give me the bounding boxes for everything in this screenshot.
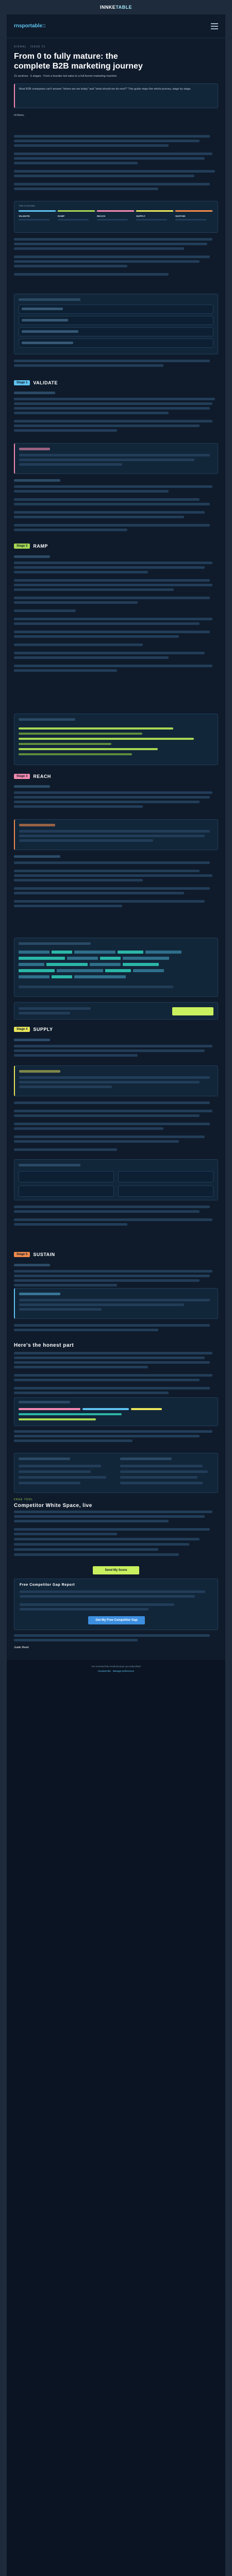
stage-reach: REACH [97, 215, 106, 217]
stage-validate: VALIDATE [19, 215, 30, 217]
section-supply-head [14, 1027, 218, 1032]
honest-chart [14, 1397, 218, 1426]
supply-text-3 [14, 1206, 218, 1247]
validate-text-2 [14, 479, 218, 536]
steps-card [14, 294, 218, 354]
ramp-tag: Stage 2 [14, 544, 30, 549]
honest-title: Here's the honest part [14, 1343, 74, 1348]
header [7, 14, 225, 38]
competitor-eyebrow: FREE TOOL [14, 1498, 34, 1501]
reach-cta-button[interactable] [172, 1007, 213, 1015]
stage-supply: SUPPLY [136, 215, 145, 217]
reach-text-2 [14, 855, 218, 943]
stage-ramp: RAMP [58, 215, 65, 217]
section-validate-head [14, 380, 218, 385]
hero-title: From 0 to fully mature: the complete B2B marketing journey [14, 52, 143, 71]
reach-tag: Stage 3 [14, 774, 30, 779]
ramp-chart [14, 714, 218, 765]
hero-meta: 21 sections · 5 stages · From a founder-led sales to a full-funnel marketing machine [14, 75, 117, 78]
reach-cta-card [14, 1002, 218, 1020]
hero-quote-text: Most B2B companies can't answer "where are we today" and "what should we do next?" This guide maps the whole journey, stage by stage. [19, 88, 191, 91]
menu-icon[interactable] [211, 23, 218, 29]
supply-tag: Stage 4 [14, 1027, 30, 1032]
competitor-section [14, 1498, 218, 1509]
ramp-text [14, 555, 218, 705]
section-reach-head [14, 774, 218, 779]
validate-callout [14, 443, 218, 474]
ramp-title: RAMP [33, 544, 48, 549]
email-container [7, 0, 225, 2576]
score-button-row [14, 1566, 218, 1574]
footer-line-1: You received this email because you subscribed [91, 1665, 141, 1668]
comparison-table [14, 1453, 218, 1493]
text-block-3 [14, 360, 218, 375]
competitor-title: Competitor White Space, live [14, 1503, 92, 1509]
stage-map [14, 201, 218, 233]
competitor-list [14, 1538, 218, 1564]
gap-report-card [14, 1579, 218, 1630]
hero-quote [14, 83, 218, 108]
supply-table [14, 1159, 218, 1200]
sustain-tag: Stage 5 [14, 1252, 30, 1257]
sustain-callout [14, 1288, 218, 1319]
honest-text-2 [14, 1430, 218, 1451]
stage-sustain: SUSTAIN [175, 215, 186, 217]
footer [7, 1660, 225, 2576]
hero-eyebrow: SIGNAL · ISSUE 01 [14, 45, 46, 48]
top-band [7, 0, 225, 14]
honest-section [14, 1343, 218, 1348]
hero-greeting: Hi there, [14, 114, 25, 117]
validate-tag: Stage 1 [14, 380, 30, 385]
reach-grid [14, 938, 218, 997]
stage-map-label: THE 5 STAGES [19, 205, 35, 207]
reach-callout [14, 819, 218, 850]
send-score-button[interactable]: Send My Score [93, 1566, 139, 1574]
validate-title: VALIDATE [33, 380, 58, 385]
top-brand: INNKETABLE [100, 5, 132, 10]
gap-report-title: Free Competitor Gap Report [20, 1583, 75, 1587]
intro-text-block [14, 135, 218, 197]
text-block-2 [14, 238, 218, 290]
signoff [14, 1634, 218, 1655]
stage-names [19, 215, 214, 225]
section-ramp-head [14, 544, 218, 549]
section-sustain-head [14, 1252, 218, 1257]
signoff-name: Justin Reed [14, 1646, 29, 1649]
header-logo[interactable]: rnsportable:: [14, 23, 46, 29]
hero [14, 45, 218, 117]
supply-title: SUPPLY [33, 1027, 53, 1032]
reach-title: REACH [33, 774, 51, 779]
gap-report-button[interactable]: Get My Free Competitor Gap [88, 1616, 145, 1624]
sustain-text-2 [14, 1324, 218, 1345]
supply-callout [14, 1065, 218, 1096]
footer-line-2[interactable]: Unsubscribe · Manage preferences [97, 1670, 135, 1672]
sustain-title: SUSTAIN [33, 1252, 55, 1257]
